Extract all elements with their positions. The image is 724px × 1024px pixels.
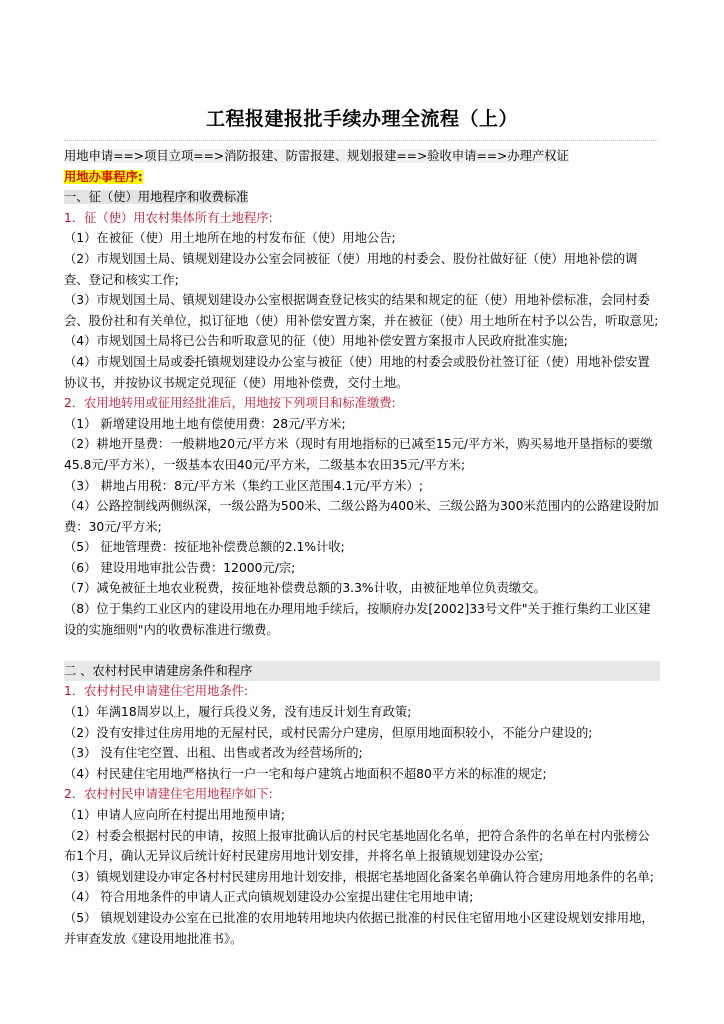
s1-sub2-item: （8）位于集约工业区内的建设用地在办理用地手续后，按顺府办发[2002]33号文件"关于推行集约工业区建设的实施细则"内的收费标准进行缴费。: [64, 602, 651, 637]
s1-sub2-item: （2）耕地开垦费：一般耕地20元/平方米（现时有用地指标的已减至15元/平方米，购买易地开垦指标的要缴45.8元/平方米），一级基本农田40元/平方米，二级基本农田35元/平方米;: [64, 437, 653, 472]
section1-heading-line: [64, 187, 660, 208]
document-title: 工程报建报批手续办理全流程（上）: [205, 108, 518, 130]
title-divider: [64, 140, 658, 141]
section1-sub2-heading: 2．农用地转用或征用经批准后，用地按下列项目和标准缴费:: [64, 396, 396, 411]
s2-sub2-item: （1）申请人应向所在村提出用地预申请;: [64, 808, 286, 822]
procedure-label: 用地办事程序:: [64, 169, 143, 184]
s1-sub2-item: （3） 耕地占用税：8元/平方米（集约工业区范围4.1元/平方米）;: [64, 478, 423, 493]
process-flow-text: 用地申请==>项目立项==>消防报建、防雷报建、规划报建==>验收申请==>办理产权证: [64, 149, 569, 163]
section1-sub1-heading: 1．征（使）用农村集体所有土地程序:: [64, 210, 273, 225]
s1-sub2-item: （7）减免被征土地农业税费，按征地补偿费总额的3.3%计收，由被征地单位负责缴交。: [64, 581, 546, 596]
s1-sub2-item: （1） 新增建设用地土地有偿使用费：28元/平方米;: [64, 416, 346, 431]
s2-sub2-item: （2）村委会根据村民的申请，按照上报审批确认后的村民宅基地固化名单，把符合条件的名单在村内张榜公布1个月，确认无异议后统计好村民建房用地计划安排，并将名单上报镇规划建设办公室;: [64, 828, 650, 864]
s2-sub1-item: （3） 没有住宅空置、出租、出售或者改为经营场所的;: [64, 746, 363, 761]
section2-heading: 二 、农村村民申请建房条件和程序: [64, 661, 660, 682]
s2-sub1-item: （4）村民建住宅用地严格执行一户一宅和每户建筑占地面积不超80平方米的标准的规定;: [64, 766, 547, 781]
s1-sub2-item: （5） 征地管理费：按征地补偿费总额的2.1%计收;: [64, 540, 345, 555]
s1-sub1-item: （2）市规划国土局、镇规划建设办公室会同被征（使）用地的村委会、股份社做好征（使）用地补偿的调查、登记和核实工作;: [64, 251, 638, 287]
section2-sub1-heading: 1．农村村民申请建住宅用地条件:: [64, 684, 249, 699]
section-spacer: [64, 640, 660, 661]
section1-heading: 一、征（使）用地程序和收费标准: [64, 190, 249, 205]
procedure-label-line: [64, 167, 660, 188]
s1-sub1-item: （4）市规划国土局将已公告和听取意见的征（使）用地补偿安置方案报市人民政府批准实施;: [64, 334, 568, 349]
document-body: [64, 146, 660, 949]
s1-sub1-item: （1）在被征（使）用土地所在地的村发布征（使）用地公告;: [64, 231, 396, 246]
s1-sub1-item: （4）市规划国土局或委托镇规划建设办公室与被征（使）用地的村委会或股份社签订征（使）用地补偿安置协议书，并按协议书规定兑现征（使）用地补偿费，交付土地。: [64, 354, 650, 390]
s2-sub2-item: （4） 符合用地条件的申请人正式向镇规划建设办公室提出建住宅用地申请;: [64, 890, 474, 905]
section2-sub2-heading: 2．农村村民申请建住宅用地程序如下:: [64, 787, 273, 802]
s2-sub1-item: （1）年满18周岁以上，履行兵役义务，没有违反计划生育政策;: [64, 705, 412, 720]
s2-sub2-item: （3）镇规划建设办审定各村村民建房用地计划安排，根据宅基地固化备案名单确认符合建房用地条件的名单;: [64, 869, 654, 884]
process-flow-line: [64, 146, 660, 167]
s2-sub2-item: （5） 镇规划建设办公室在已批准的农用地转用地块内依据已批准的村民住宅留用地小区建设规划安排用地，并审查发放《建设用地批准书》。: [64, 910, 654, 946]
s1-sub1-item: （3）市规划国土局、镇规划建设办公室根据调查登记核实的结果和规定的征（使）用地补偿标准，会同村委会、股份社和有关单位，拟订征地（使）用补偿安置方案，并在被征（使）用土地所在村予以公告，听取意见;: [64, 293, 659, 328]
s1-sub2-item: （6） 建设用地审批公告费：12000元/宗;: [64, 560, 296, 575]
s1-sub2-item: （4）公路控制线两侧纵深，一级公路为500米、二级公路为400米、三级公路为300米范围内的公路建设附加费：30元/平方米;: [64, 499, 659, 534]
s2-sub1-item: （2）没有安排过住房用地的无屋村民，或村民需分户建房，但原用地面积较小，不能分户建设的;: [64, 725, 593, 740]
